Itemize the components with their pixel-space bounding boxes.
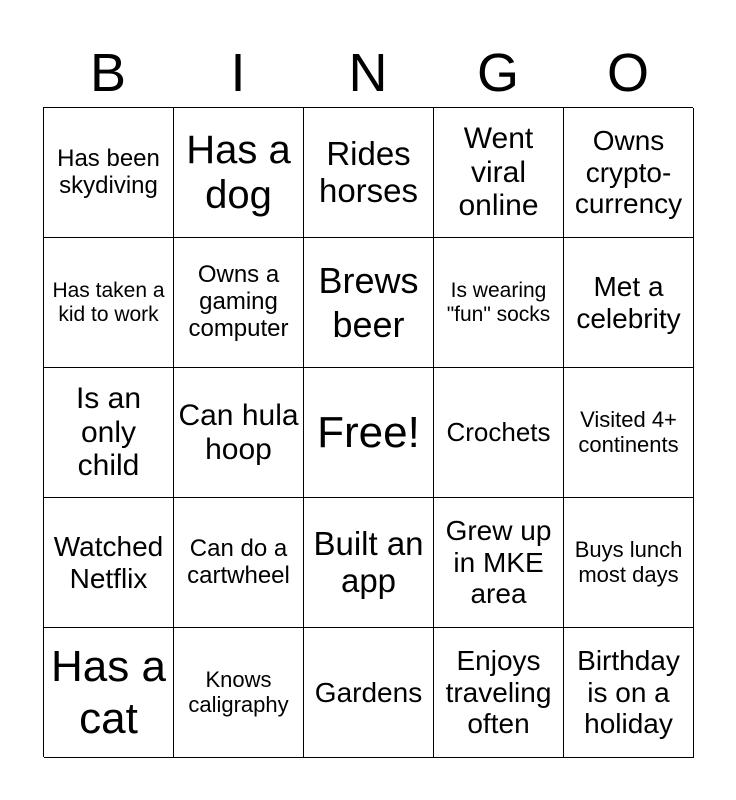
cell-text: Has a dog	[186, 127, 291, 217]
bingo-cell[interactable]	[174, 238, 304, 368]
header-letter-o: O	[606, 43, 649, 103]
bingo-cell[interactable]	[174, 498, 304, 628]
header-letter-i: I	[230, 43, 246, 103]
cell-text: Visited 4+ continents	[578, 406, 679, 457]
bingo-cell[interactable]	[564, 368, 694, 498]
bingo-cell[interactable]	[434, 108, 564, 238]
bingo-cell[interactable]	[564, 498, 694, 628]
cell-text: Enjoys traveling often	[445, 645, 552, 740]
bingo-cell[interactable]	[44, 238, 174, 368]
cell-text: Is an only child	[75, 382, 142, 483]
cell-text: Birthday is on a holiday	[577, 645, 680, 740]
bingo-cell[interactable]	[44, 498, 174, 628]
free-space-text: Free!	[317, 407, 420, 457]
header-letter-g: G	[476, 43, 519, 103]
cell-text: Has been skydiving	[57, 144, 160, 199]
bingo-header	[43, 42, 693, 104]
cell-text: Went viral online	[458, 122, 539, 223]
bingo-cell[interactable]	[174, 628, 304, 758]
bingo-cell[interactable]	[44, 368, 174, 498]
bingo-cell[interactable]	[564, 108, 694, 238]
cell-text: Grew up in MKE area	[445, 515, 552, 610]
cell-text: Owns crypto-currency	[574, 125, 683, 220]
cell-text: Gardens	[314, 676, 423, 708]
bingo-cell[interactable]	[174, 368, 304, 498]
bingo-board	[43, 107, 693, 757]
cell-text: Is wearing "fun" socks	[446, 278, 551, 326]
cell-text: Met a celebrity	[576, 271, 681, 334]
cell-text: Can hula hoop	[178, 398, 299, 466]
bingo-cell[interactable]	[564, 628, 694, 758]
bingo-cell[interactable]	[304, 498, 434, 628]
cell-text: Crochets	[446, 416, 551, 447]
bingo-cell[interactable]	[304, 108, 434, 238]
bingo-cell[interactable]	[434, 628, 564, 758]
cell-text: Watched Netflix	[53, 531, 164, 594]
bingo-cell[interactable]	[304, 238, 434, 368]
bingo-cell[interactable]	[304, 628, 434, 758]
bingo-cell[interactable]	[564, 238, 694, 368]
cell-text: Rides horses	[318, 134, 419, 209]
cell-text: Has taken a kid to work	[52, 278, 165, 326]
bingo-cell[interactable]	[44, 108, 174, 238]
cell-text: Built an app	[313, 524, 424, 599]
cell-text: Buys lunch most days	[574, 536, 683, 587]
cell-text: Owns a gaming computer	[188, 261, 289, 342]
bingo-cell[interactable]	[174, 108, 304, 238]
bingo-cell[interactable]	[434, 498, 564, 628]
header-letter-n: N	[348, 43, 388, 103]
cell-text: Brews beer	[318, 260, 419, 345]
bingo-cell[interactable]	[44, 628, 174, 758]
bingo-cell[interactable]	[434, 368, 564, 498]
cell-text: Knows caligraphy	[188, 666, 289, 717]
header-letter-b: B	[89, 43, 127, 103]
cell-text: Can do a cartwheel	[187, 534, 290, 589]
bingo-cell[interactable]	[434, 238, 564, 368]
cell-text: Has a cat	[51, 641, 166, 743]
free-space-cell[interactable]	[304, 368, 434, 498]
